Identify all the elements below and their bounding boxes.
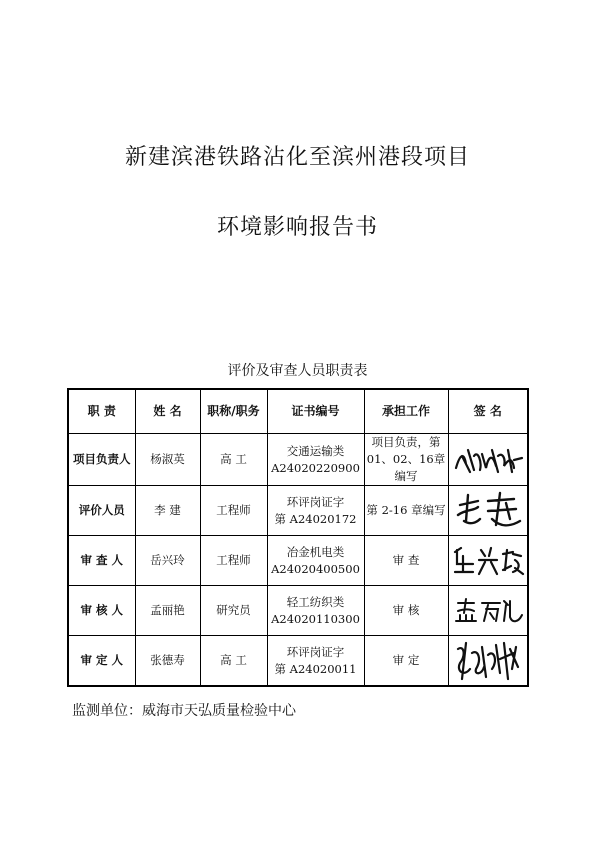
table-row xyxy=(68,586,528,636)
role-cell: 评价人员 xyxy=(68,486,135,536)
staff-responsibility-table xyxy=(67,388,529,687)
certificate-number: A24020220900 xyxy=(271,460,360,475)
certificate-category: 冶金机电类 xyxy=(286,544,345,559)
certificate-cell xyxy=(267,486,364,536)
signature-image xyxy=(451,544,525,578)
title-cell: 高 工 xyxy=(200,434,267,486)
certificate-number: A24020110300 xyxy=(271,611,360,626)
signature-image xyxy=(452,639,524,683)
name-cell: 李 建 xyxy=(135,486,200,536)
table-row xyxy=(68,434,528,486)
certificate-number: A24020400500 xyxy=(271,561,360,576)
work-cell: 审 定 xyxy=(364,636,448,687)
role-cell: 项目负责人 xyxy=(68,434,135,486)
name-cell: 孟丽艳 xyxy=(135,586,200,636)
title-line-1: 新建滨港铁路沾化至滨州港段项目 xyxy=(124,145,470,170)
signature-cell xyxy=(448,636,528,687)
table-row xyxy=(68,636,528,687)
header-name: 姓 名 xyxy=(135,389,200,434)
certificate-number: 第 A24020011 xyxy=(274,661,357,676)
signature-image xyxy=(452,442,524,478)
table-header-row xyxy=(68,389,528,434)
monitoring-unit: 监测单位：威海市天弘质量检验中心 xyxy=(72,703,296,719)
signature-cell xyxy=(448,434,528,486)
certificate-cell xyxy=(267,586,364,636)
certificate-category: 环评岗证字 xyxy=(286,494,345,509)
header-certificate: 证书编号 xyxy=(267,389,364,434)
header-work: 承担工作 xyxy=(364,389,448,434)
title-cell: 研究员 xyxy=(200,586,267,636)
signature-cell xyxy=(448,586,528,636)
signature-cell xyxy=(448,486,528,536)
work-cell: 项目负责，第01、02、16章编写 xyxy=(364,434,448,486)
title-line-2: 环境影响报告书 xyxy=(216,215,378,240)
table-row xyxy=(68,536,528,586)
role-cell: 审 定 人 xyxy=(68,636,135,687)
signature-image xyxy=(452,491,524,531)
certificate-category: 轻工纺织类 xyxy=(286,594,345,609)
certificate-cell xyxy=(267,636,364,687)
title-cell: 高 工 xyxy=(200,636,267,687)
table-caption: 评价及审查人员职责表 xyxy=(227,363,368,379)
certificate-cell xyxy=(267,536,364,586)
work-cell: 审 查 xyxy=(364,536,448,586)
title-cell: 工程师 xyxy=(200,486,267,536)
certificate-category: 交通运输类 xyxy=(286,443,345,458)
work-cell: 第 2-16 章编写 xyxy=(364,486,448,536)
certificate-category: 环评岗证字 xyxy=(286,644,345,659)
role-cell: 审 查 人 xyxy=(68,536,135,586)
certificate-number: 第 A24020172 xyxy=(274,511,357,526)
header-role: 职 责 xyxy=(68,389,135,434)
table-row xyxy=(68,486,528,536)
header-signature: 签 名 xyxy=(448,389,528,434)
name-cell: 杨淑英 xyxy=(135,434,200,486)
signature-cell xyxy=(448,536,528,586)
title-cell: 工程师 xyxy=(200,536,267,586)
signature-image xyxy=(452,595,524,627)
work-cell: 审 核 xyxy=(364,586,448,636)
certificate-cell xyxy=(267,434,364,486)
header-title: 职称/职务 xyxy=(200,389,267,434)
role-cell: 审 核 人 xyxy=(68,586,135,636)
name-cell: 张德寿 xyxy=(135,636,200,687)
name-cell: 岳兴玲 xyxy=(135,536,200,586)
